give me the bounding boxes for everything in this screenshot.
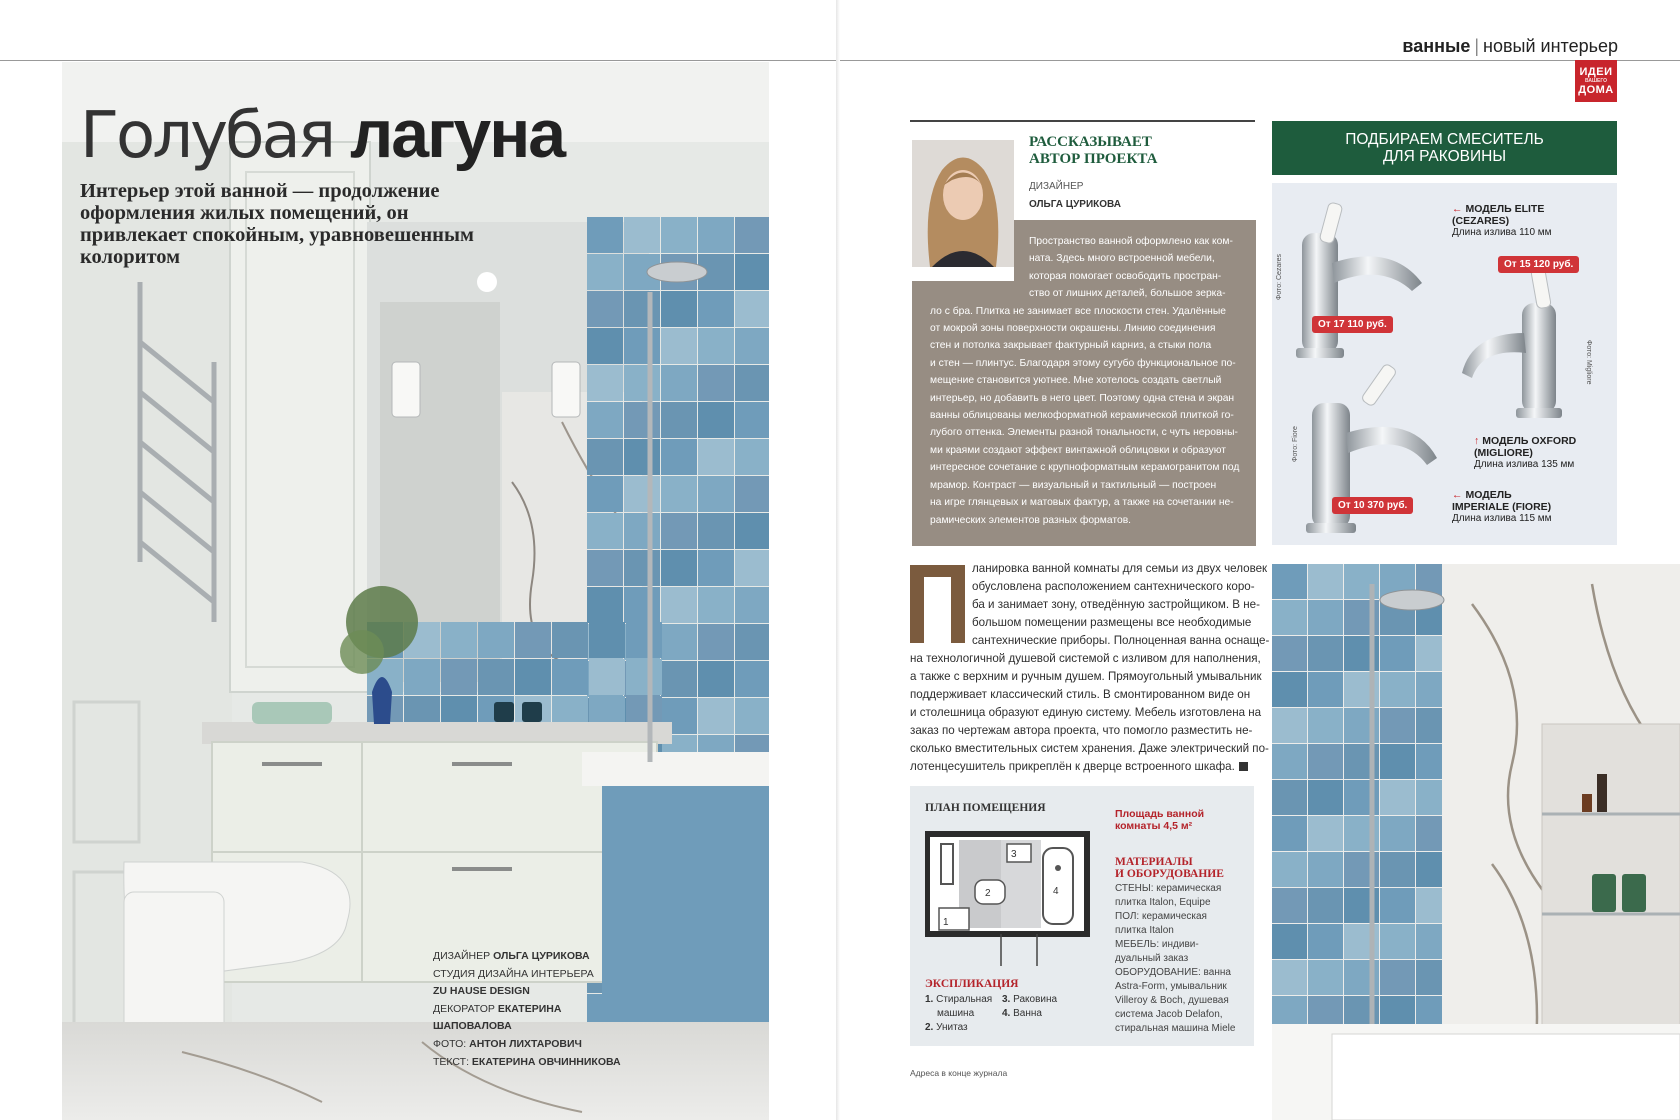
wall-tile bbox=[1272, 708, 1307, 743]
explication-item: 4. Ванна bbox=[1002, 1008, 1042, 1019]
wall-tile bbox=[589, 659, 625, 695]
wall-tile bbox=[698, 624, 734, 660]
wall-tile bbox=[1380, 888, 1415, 923]
wall-tile bbox=[661, 217, 697, 253]
wall-tile bbox=[1272, 852, 1307, 887]
wall-tile bbox=[661, 291, 697, 327]
credit-line: ШАПОВАЛОВА bbox=[433, 1020, 512, 1033]
photo-credit: Фото: Cezares bbox=[1276, 253, 1283, 300]
wall-tile bbox=[1380, 744, 1415, 779]
wall-tile bbox=[587, 291, 623, 327]
faucet-model-oxford: ↑ МОДЕЛЬ OXFORD (MIGLIORE) Длина излива 135 мм bbox=[1474, 435, 1577, 470]
wall-tile bbox=[552, 659, 588, 695]
wall-tile bbox=[698, 402, 734, 438]
wall-tile bbox=[1272, 672, 1307, 707]
designer-role: ДИЗАЙНЕР bbox=[1029, 181, 1084, 192]
wall-tile bbox=[624, 476, 660, 512]
price-tag: От 17 110 руб. bbox=[1312, 316, 1393, 333]
address-note: Адреса в конце журнала bbox=[910, 1068, 1008, 1078]
wall-tile bbox=[624, 513, 660, 549]
explication-item: 3. Раковина bbox=[1002, 994, 1058, 1005]
wall-tile bbox=[735, 328, 769, 364]
wall-tile bbox=[735, 476, 769, 512]
wall-tile bbox=[735, 624, 769, 660]
article-body: ланировка ванной комнаты для семьи из двух человек обусловлена расположением сантехнического коро- ба и занимает зону, отведённую застройщиком. В не- большом помещении размещены все необходимые сантехнические приборы. Полноценная ванна оснаще- на технологичной душевой системой с изливом для наполнения, а также с верхним и ручным душем. Прямоугольный умывальник поддерживает классический стиль. В смонтированном виде он и столешница образуют единую систему. Мебель изготовлена на заказ по чертежам автора проекта, что помогло разместить не- сколько вместительных систем хранения. Даже электрический по- лотенцесушитель прикреплён к дверце встроенного шкафа. bbox=[910, 562, 1270, 773]
wall-tile bbox=[587, 328, 623, 364]
wall-tile bbox=[587, 217, 623, 253]
wall-tile bbox=[515, 659, 551, 695]
materials-title: МАТЕРИАЛЫ И ОБОРУДОВАНИЕ bbox=[1115, 856, 1224, 880]
faucet-model-imperiale: ← МОДЕЛЬ IMPERIALE (FIORE) Длина излива 115 мм bbox=[1452, 489, 1552, 524]
wall-tile bbox=[1308, 852, 1343, 887]
wall-tile bbox=[698, 587, 734, 623]
credits bbox=[433, 948, 643, 1071]
credit-line: ZU HAUSE DESIGN bbox=[433, 985, 530, 998]
designer-quote: Пространство ванной оформлено как ком- ната. Здесь много встроенной мебели, которая помогает освободить простран- ство от лишних деталей, большое зерка- ло с бра. Плитка не занимает все плоскости стен. Удалённые от мокрой зоны поверхности окрашены. Линию соединения стен и потолка закрывает фактурный карниз, а стыки пола и стен — плинтус. Благодаря этому сугубо функциональное по- мещение становится уютнее. Мне хотелось создать светлый интерьер, но добавить в него цвет. Поэтому одна стена и экран ванны облицованы мелкоформатной керамической плиткой го- лубого оттенка. Элементы разной тональности, с чуть неровны- ми краями создают эффект винтажной облицовки и образуют интересное сочетание с крупноформатным керамогранитом под мрамор. Контраст — визуальный и тактильный — построен на игре глянцевых и матовых фактур, а также на сочетании не- рамических элементов разных форматов. bbox=[930, 236, 1240, 526]
magazine-logo: ИДЕИ ВАШЕГО ДОМА bbox=[1575, 60, 1617, 102]
wall-tile bbox=[587, 402, 623, 438]
wall-tile bbox=[587, 439, 623, 475]
wall-tile bbox=[441, 622, 477, 658]
wall-tile bbox=[735, 698, 769, 734]
price-tag: От 10 370 руб. bbox=[1332, 497, 1413, 514]
wall-tile bbox=[587, 476, 623, 512]
wall-tile bbox=[735, 217, 769, 253]
wall-tile bbox=[735, 254, 769, 290]
wall-tile bbox=[698, 328, 734, 364]
wall-tile bbox=[661, 513, 697, 549]
wall-tile bbox=[698, 217, 734, 253]
wall-tile bbox=[735, 661, 769, 697]
top-rule bbox=[840, 60, 1680, 61]
wall-tile bbox=[515, 622, 551, 658]
end-mark-icon bbox=[1239, 762, 1248, 771]
wall-tile bbox=[1272, 780, 1307, 815]
wall-tile bbox=[1308, 636, 1343, 671]
wall-tile bbox=[735, 365, 769, 401]
explication-item: 1. Стиральная bbox=[925, 994, 993, 1005]
wall-tile bbox=[624, 291, 660, 327]
faucet-images bbox=[1272, 183, 1617, 545]
materials-list: СТЕНЫ: керамическая плитка Italon, Equipe ПОЛ: керамическая плитка Italon МЕБЕЛЬ: индиви- дуальный заказ ОБОРУДОВАНИЕ: ванна Astra-Form, умывальник Villeroy & Boch, душевая система Jacob Delafon, стиральная машина Miele bbox=[1115, 883, 1236, 1034]
wall-tile bbox=[1308, 816, 1343, 851]
wall-tile bbox=[1308, 780, 1343, 815]
wall-tile bbox=[735, 291, 769, 327]
wall-tile bbox=[624, 365, 660, 401]
section-subname: новый интерьер bbox=[1483, 36, 1618, 56]
wall-tile bbox=[698, 550, 734, 586]
wall-tile bbox=[698, 698, 734, 734]
credit-line: ФОТО: АНТОН ЛИХТАРОВИЧ bbox=[433, 1037, 582, 1050]
wall-tile bbox=[1272, 816, 1307, 851]
floor-plan bbox=[925, 826, 1095, 966]
wall-tile bbox=[624, 550, 660, 586]
wall-tile bbox=[1308, 600, 1343, 635]
wall-tile bbox=[587, 513, 623, 549]
page-gutter bbox=[836, 0, 840, 1120]
section-rule bbox=[910, 120, 1255, 122]
wall-tile bbox=[661, 439, 697, 475]
wall-tile bbox=[587, 365, 623, 401]
wall-tile bbox=[1308, 564, 1343, 599]
wall-tile bbox=[1380, 960, 1415, 995]
faucet-model-elite: ← МОДЕЛЬ ELITE (CEZARES) Длина излива 110 мм bbox=[1452, 203, 1552, 238]
wall-tile bbox=[661, 328, 697, 364]
wall-tile bbox=[661, 550, 697, 586]
designer-name: ОЛЬГА ЦУРИКОВА bbox=[1029, 199, 1121, 210]
wall-tile bbox=[589, 622, 625, 658]
wall-tile bbox=[1272, 636, 1307, 671]
wall-tile bbox=[1380, 636, 1415, 671]
arrow-left-icon: ← bbox=[1452, 203, 1463, 215]
price-tag: От 15 120 руб. bbox=[1498, 256, 1579, 273]
wall-tile bbox=[478, 622, 514, 658]
wall-tile bbox=[661, 587, 697, 623]
photo-credit: Фото: Fiore bbox=[1292, 426, 1299, 462]
wall-tile bbox=[698, 365, 734, 401]
faucet-heading: ПОДБИРАЕМ СМЕСИТЕЛЬ ДЛЯ РАКОВИНЫ bbox=[1272, 121, 1617, 175]
wall-tile bbox=[587, 550, 623, 586]
wall-tile bbox=[1380, 780, 1415, 815]
wall-tile bbox=[478, 659, 514, 695]
wall-tile bbox=[552, 622, 588, 658]
explication-title: ЭКСПЛИКАЦИЯ bbox=[925, 978, 1019, 990]
wall-tile bbox=[1380, 708, 1415, 743]
wall-tile bbox=[626, 622, 662, 658]
plan-title: ПЛАН ПОМЕЩЕНИЯ bbox=[925, 802, 1046, 814]
wall-tile bbox=[735, 402, 769, 438]
plan-label-3: 3 bbox=[1011, 849, 1017, 860]
wall-tile bbox=[1272, 564, 1307, 599]
plan-label-4: 4 bbox=[1053, 886, 1059, 897]
wall-tile bbox=[624, 587, 660, 623]
top-rule bbox=[0, 60, 836, 61]
wall-tile bbox=[1272, 744, 1307, 779]
article-title: Голубая лагуна bbox=[80, 96, 565, 173]
plan-label-2: 2 bbox=[985, 888, 991, 899]
photo-credit: Фото: Migliore bbox=[1585, 340, 1592, 385]
wall-tile bbox=[1308, 672, 1343, 707]
wall-tile bbox=[661, 624, 697, 660]
wall-tile bbox=[698, 439, 734, 475]
explication-item: 2. Унитаз bbox=[925, 1022, 968, 1033]
credit-line: ДИЗАЙНЕР ОЛЬГА ЦУРИКОВА bbox=[433, 950, 590, 962]
wall-tile bbox=[1380, 672, 1415, 707]
bath-photo bbox=[1272, 564, 1680, 1120]
wall-tile bbox=[441, 659, 477, 695]
arrow-left-icon: ← bbox=[1452, 489, 1463, 501]
wall-tile bbox=[1308, 708, 1343, 743]
wall-tile bbox=[624, 439, 660, 475]
wall-tile bbox=[661, 365, 697, 401]
wall-tile bbox=[1308, 924, 1343, 959]
wall-tile bbox=[698, 476, 734, 512]
wall-tile bbox=[735, 439, 769, 475]
faucet-elite-image bbox=[1296, 202, 1422, 358]
wall-tile bbox=[1272, 960, 1307, 995]
wall-tile bbox=[626, 659, 662, 695]
credit-line: ДЕКОРАТОР ЕКАТЕРИНА bbox=[433, 1002, 562, 1015]
wall-tile bbox=[624, 402, 660, 438]
wall-tile bbox=[698, 513, 734, 549]
wall-tile bbox=[1380, 852, 1415, 887]
wall-tile bbox=[1308, 744, 1343, 779]
wall-tile bbox=[735, 550, 769, 586]
area-label: Площадь ванной комнаты 4,5 м² bbox=[1115, 808, 1205, 832]
plan-label-1: 1 bbox=[943, 917, 949, 928]
wall-tile bbox=[661, 661, 697, 697]
faucet-oxford-image bbox=[1462, 267, 1562, 418]
wall-tile bbox=[1308, 888, 1343, 923]
wall-tile bbox=[661, 476, 697, 512]
explication-item: машина bbox=[937, 1008, 975, 1019]
wall-tile bbox=[1272, 600, 1307, 635]
credit-line: ТЕКСТ: ЕКАТЕРИНА ОВЧИННИКОВА bbox=[433, 1055, 621, 1068]
credit-line: СТУДИЯ ДИЗАЙНА ИНТЕРЬЕРА bbox=[433, 967, 594, 980]
article-lead: Интерьер этой ванной — продолжение оформления жилых помещений, он привлекает спокойным, уравновешенным колоритом bbox=[80, 180, 474, 268]
wall-tile bbox=[624, 328, 660, 364]
wall-tile bbox=[404, 659, 440, 695]
section-name: ванные bbox=[1402, 36, 1471, 56]
wall-tile bbox=[587, 254, 623, 290]
wall-tile bbox=[661, 402, 697, 438]
wall-tile bbox=[698, 661, 734, 697]
wall-tile bbox=[1380, 924, 1415, 959]
wall-tile bbox=[1272, 888, 1307, 923]
arrow-up-icon: ↑ bbox=[1474, 435, 1480, 447]
wall-tile bbox=[1380, 816, 1415, 851]
wall-tile bbox=[1308, 960, 1343, 995]
wall-tile bbox=[624, 217, 660, 253]
wall-tile bbox=[735, 513, 769, 549]
wall-tile bbox=[735, 587, 769, 623]
section-header: ванные | новый интерьер bbox=[1402, 36, 1618, 56]
wall-tile bbox=[698, 291, 734, 327]
designer-heading: РАССКАЗЫВАЕТ АВТОР ПРОЕКТА bbox=[1029, 134, 1158, 167]
wall-tile bbox=[1272, 924, 1307, 959]
wall-tile bbox=[587, 587, 623, 623]
